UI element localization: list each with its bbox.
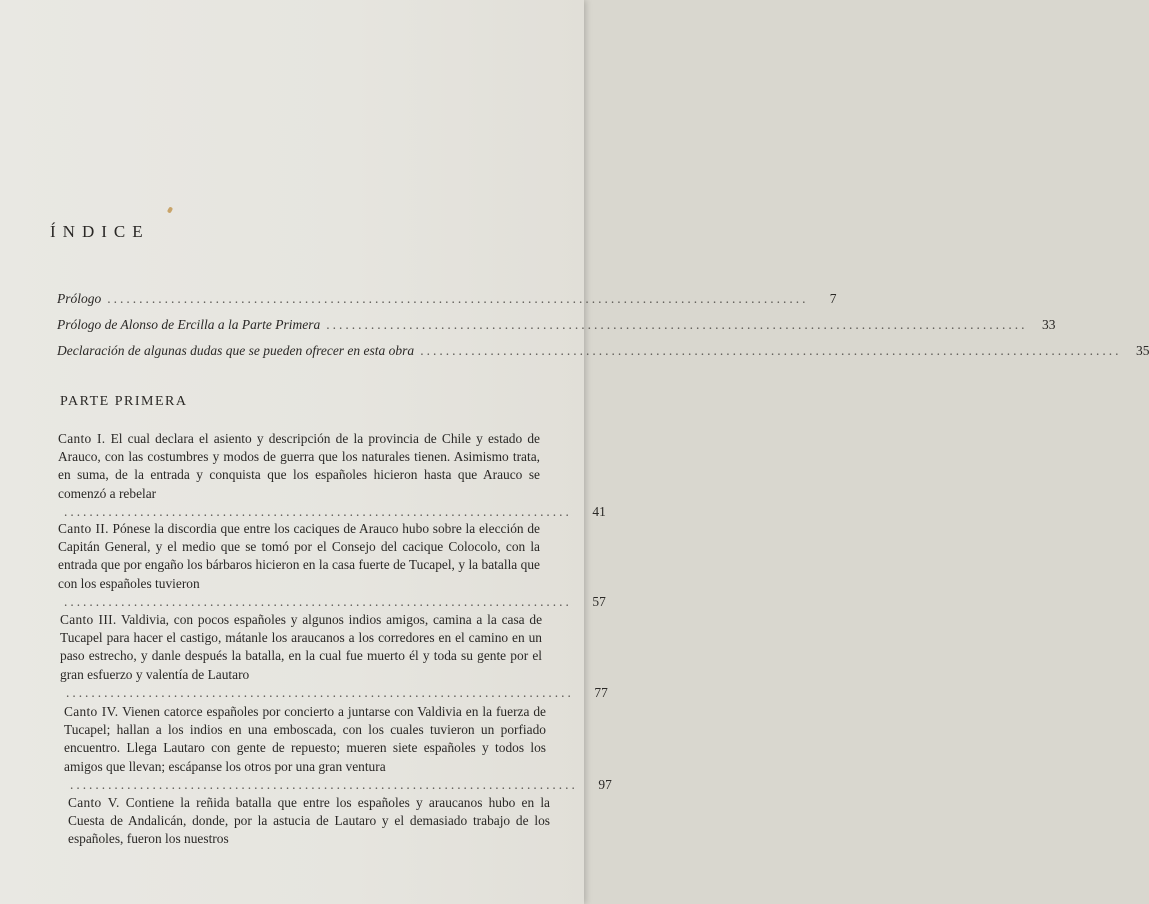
canto-summary: Valdivia, con pocos españoles y algunos indios amigos, camina a la casa de Tucapel para hacer el castigo, mátanle los araucanos a los corredores en el camino en un paso estrecho, y danle después la batalla, en la cual fue muerto él y toda su gente por el gran esfuerzo y valentía de Lautaro: [60, 612, 543, 682]
front-matter-page: 35: [1135, 343, 1149, 358]
canto-page: 77: [594, 684, 608, 700]
front-matter-item: [57, 343, 1149, 369]
leader-dots: ..............................................................................................................: [107, 291, 809, 306]
leader-dots: ..............................................................................................................: [420, 343, 1122, 358]
canto-entry: [68, 794, 550, 849]
leader-dots: ..............................................................................................................: [326, 317, 1028, 332]
index-title: ÍNDICE: [50, 222, 150, 241]
canto-label: Canto II.: [58, 521, 109, 536]
leader-dots: ................................................................................: [70, 776, 578, 792]
paper-blemish: [167, 206, 173, 213]
front-matter-label: Prólogo: [57, 291, 102, 306]
front-matter-page: 7: [829, 291, 837, 306]
canto-entry: [64, 703, 612, 794]
front-matter-item: [57, 291, 837, 317]
canto-summary: Pónese la discordia que entre los caciques de Arauco hubo sobre la elección de Capitán General, y el medio que se tomó por el Consejo del cacique Colocolo, con la entrada que por engaño los bárbaros hicieron en la casa fuerte de Tucapel, y la batalla que con los españoles tuvieron: [58, 521, 540, 591]
front-matter-item: [57, 317, 1056, 343]
front-matter-list: [57, 291, 1149, 369]
canto-page: 97: [598, 776, 612, 792]
canto-label: Canto V.: [68, 795, 120, 810]
leader-dots: ................................................................................: [64, 503, 572, 519]
part-title: PARTE PRIMERA: [60, 394, 188, 409]
canto-entry: [60, 611, 608, 702]
canto-entry: [58, 520, 606, 611]
canto-label: Canto III.: [60, 612, 117, 627]
canto-label: Canto IV.: [64, 704, 119, 719]
leader-dots: ................................................................................: [66, 684, 574, 700]
front-matter-page: 33: [1041, 317, 1056, 332]
canto-label: Canto I.: [58, 431, 106, 446]
canto-page: 41: [592, 503, 606, 519]
canto-page: 57: [592, 593, 606, 609]
leader-dots: ................................................................................: [64, 593, 572, 609]
canto-summary: Contiene la reñida batalla que entre los españoles y araucanos hubo en la Cuesta de Andalicán, donde, por la astucia de Lautaro y el demasiado trabajo de los españoles, fueron los nuestros: [68, 795, 550, 847]
front-matter-label: Prólogo de Alonso de Ercilla a la Parte Primera: [57, 317, 321, 332]
canto-summary: El cual declara el asiento y descripción de la provincia de Chile y estado de Arauco, con las costumbres y modos de guerra que los naturales tienen. Asimismo trata, en suma, de la entrada y conquista que los españoles hicieron hasta que Arauco se comenzó a rebelar: [58, 431, 540, 501]
front-matter-label: Declaración de algunas dudas que se pueden ofrecer en esta obra: [57, 343, 415, 358]
canto-entry: [58, 430, 606, 521]
canto-summary: Vienen catorce españoles por concierto a juntarse con Valdivia en la fuerza de Tucapel; hallan a los indios en una emboscada, con los cuales tuvieron un porfiado encuentro. Llega Lautaro con gente de repuesto; mueren siete españoles y todos los amigos que llevan; escápanse los otros por una gran ventura: [64, 704, 546, 774]
